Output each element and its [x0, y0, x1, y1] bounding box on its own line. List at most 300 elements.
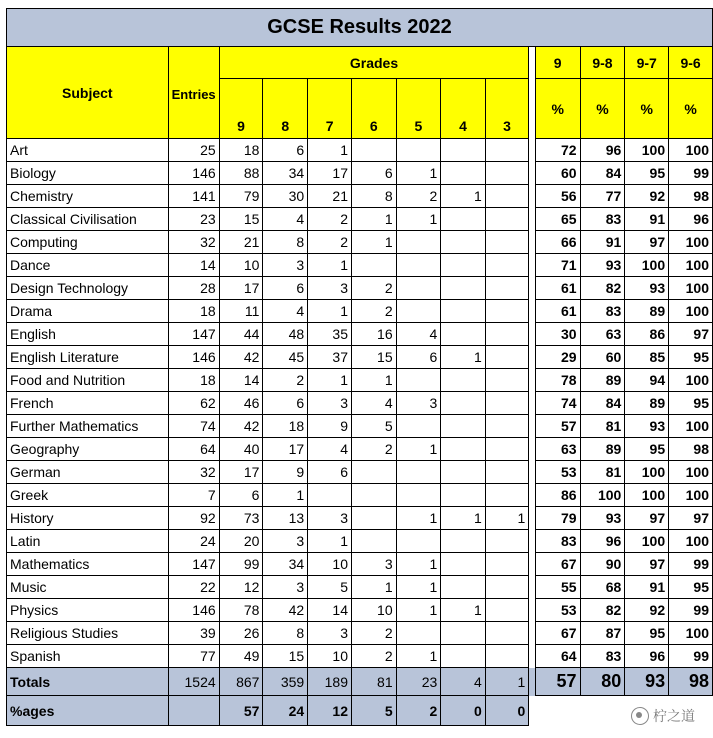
grade-cell: 35: [308, 323, 352, 346]
totals-label: Totals: [7, 668, 169, 696]
cumulative-pct-cell: 55: [535, 576, 580, 599]
grade-cell: [441, 461, 486, 484]
table-row: [7, 208, 713, 231]
grade-cell: 30: [263, 185, 308, 208]
cumulative-pct-cell: 61: [535, 300, 580, 323]
grade-cell: 17: [263, 438, 308, 461]
grade-header-5: 5: [396, 79, 441, 139]
grade-cell: 3: [308, 507, 352, 530]
grade-cell: [351, 461, 396, 484]
grade-cell: [396, 231, 441, 254]
subject-cell: Music: [7, 576, 169, 599]
grade-cell: 1: [308, 139, 352, 162]
grade-cell: 1: [441, 507, 486, 530]
grade-header-4: 4: [441, 79, 486, 139]
cumulative-pct-cell: 97: [669, 323, 713, 346]
cumulative-pct-cell: 86: [625, 323, 669, 346]
entries-cell: 146: [168, 599, 219, 622]
cumulative-pct-cell: 30: [535, 323, 580, 346]
percent-header: %: [625, 79, 669, 139]
grade-cell: [351, 484, 396, 507]
grade-header-9: 9: [219, 79, 263, 139]
cumulative-pct-cell: 67: [535, 622, 580, 645]
cumulative-pct-cell: 77: [580, 185, 625, 208]
grade-cell: 1: [441, 185, 486, 208]
grade-cell: [485, 254, 529, 277]
grade-cell: 1: [308, 300, 352, 323]
table-row: [7, 139, 713, 162]
cumulative-pct-cell: 90: [580, 553, 625, 576]
subject-cell: Latin: [7, 530, 169, 553]
cumulative-pct-cell: 97: [625, 507, 669, 530]
cumulative-pct-cell: 57: [535, 415, 580, 438]
grade-cell: [485, 369, 529, 392]
subject-cell: Design Technology: [7, 277, 169, 300]
grade-cell: 2: [351, 277, 396, 300]
cumulative-pct-cell: 100: [669, 369, 713, 392]
grade-cell: [441, 254, 486, 277]
grade-cell: [485, 323, 529, 346]
cumulative-pct-cell: 100: [669, 277, 713, 300]
grade-cell: [485, 599, 529, 622]
cumulative-pct-cell: 97: [625, 553, 669, 576]
cumulative-pct-cell: 100: [669, 254, 713, 277]
cumulative-pct-cell: 96: [580, 530, 625, 553]
grade-cell: [441, 576, 486, 599]
grade-cell: 73: [219, 507, 263, 530]
percentage-cell: 5: [351, 696, 396, 726]
grade-cell: 14: [308, 599, 352, 622]
grade-cell: 1: [351, 369, 396, 392]
totals-grade-cell: 81: [351, 668, 396, 696]
grade-cell: 3: [308, 277, 352, 300]
grade-cell: 2: [396, 185, 441, 208]
totals-pct-cell: 98: [669, 668, 713, 696]
subject-cell: History: [7, 507, 169, 530]
cumulative-pct-cell: 95: [625, 622, 669, 645]
entries-cell: 146: [168, 162, 219, 185]
cumulative-pct-cell: 85: [625, 346, 669, 369]
cumulative-pct-cell: 100: [625, 530, 669, 553]
cumulative-pct-cell: 95: [669, 392, 713, 415]
entries-cell: 28: [168, 277, 219, 300]
entries-cell: 25: [168, 139, 219, 162]
cumulative-pct-cell: 100: [669, 139, 713, 162]
grade-cell: 17: [219, 277, 263, 300]
percentage-cell: 24: [263, 696, 308, 726]
grade-cell: 34: [263, 553, 308, 576]
table-row: [7, 461, 713, 484]
cumulative-pct-cell: 99: [669, 645, 713, 668]
grade-cell: [441, 484, 486, 507]
grade-cell: 8: [263, 622, 308, 645]
grades-header: Grades: [219, 47, 529, 79]
cumulative-pct-cell: 100: [580, 484, 625, 507]
cumulative-pct-cell: 91: [580, 231, 625, 254]
grade-cell: [441, 277, 486, 300]
grade-cell: 3: [263, 576, 308, 599]
grade-cell: [485, 392, 529, 415]
grade-cell: 1: [308, 254, 352, 277]
totals-grade-cell: 189: [308, 668, 352, 696]
grade-cell: [396, 369, 441, 392]
percentage-cell: 12: [308, 696, 352, 726]
subject-cell: Food and Nutrition: [7, 369, 169, 392]
cumulative-pct-cell: 89: [580, 369, 625, 392]
grade-cell: [485, 208, 529, 231]
grade-cell: [441, 645, 486, 668]
grade-cell: 2: [351, 645, 396, 668]
table-row: [7, 185, 713, 208]
cumulative-pct-cell: 83: [580, 300, 625, 323]
grade-cell: 1: [396, 208, 441, 231]
grade-cell: [441, 369, 486, 392]
cum-header-9-6: 9-6: [669, 47, 713, 79]
grade-cell: 6: [263, 392, 308, 415]
grade-cell: 3: [351, 553, 396, 576]
cumulative-pct-cell: 95: [669, 346, 713, 369]
cumulative-pct-cell: 29: [535, 346, 580, 369]
cumulative-pct-cell: 78: [535, 369, 580, 392]
cumulative-pct-cell: 94: [625, 369, 669, 392]
subject-cell: Geography: [7, 438, 169, 461]
cumulative-pct-cell: 96: [669, 208, 713, 231]
cumulative-pct-cell: 100: [669, 622, 713, 645]
grade-cell: [441, 162, 486, 185]
grade-cell: [441, 622, 486, 645]
cumulative-pct-cell: 60: [580, 346, 625, 369]
grade-cell: [485, 622, 529, 645]
grade-cell: 79: [219, 185, 263, 208]
cumulative-pct-cell: 93: [625, 415, 669, 438]
grade-cell: [441, 323, 486, 346]
grade-cell: 1: [485, 507, 529, 530]
cumulative-pct-cell: 93: [580, 254, 625, 277]
table-row: [7, 507, 713, 530]
grade-cell: 49: [219, 645, 263, 668]
cumulative-pct-cell: 89: [625, 300, 669, 323]
table-row: [7, 415, 713, 438]
subject-cell: Art: [7, 139, 169, 162]
cumulative-pct-cell: 99: [669, 599, 713, 622]
percentages-row: [7, 696, 713, 726]
grade-cell: 9: [263, 461, 308, 484]
grade-cell: 1: [263, 484, 308, 507]
grade-cell: 2: [351, 438, 396, 461]
percentage-cell: 57: [219, 696, 263, 726]
table-title: GCSE Results 2022: [7, 9, 713, 47]
cumulative-pct-cell: 72: [535, 139, 580, 162]
cumulative-pct-cell: 64: [535, 645, 580, 668]
grade-cell: [396, 461, 441, 484]
watermark: [631, 706, 695, 726]
grade-cell: 3: [396, 392, 441, 415]
table-row: [7, 392, 713, 415]
cumulative-pct-cell: 91: [625, 208, 669, 231]
entries-cell: 64: [168, 438, 219, 461]
cumulative-pct-cell: 81: [580, 415, 625, 438]
grade-cell: [441, 553, 486, 576]
grade-cell: [485, 300, 529, 323]
grade-cell: 12: [219, 576, 263, 599]
cumulative-pct-cell: 53: [535, 461, 580, 484]
table-row: [7, 576, 713, 599]
percent-header: %: [535, 79, 580, 139]
grade-cell: [441, 415, 486, 438]
watermark-text: 柠之道: [653, 708, 695, 724]
subject-cell: Computing: [7, 231, 169, 254]
cumulative-pct-cell: 96: [625, 645, 669, 668]
grade-cell: 1: [441, 599, 486, 622]
grade-cell: 40: [219, 438, 263, 461]
grade-cell: [485, 553, 529, 576]
grade-cell: 6: [396, 346, 441, 369]
grade-cell: [485, 576, 529, 599]
grade-cell: 3: [308, 392, 352, 415]
percent-header: %: [580, 79, 625, 139]
totals-pct-cell: 80: [580, 668, 625, 696]
grade-cell: 3: [263, 530, 308, 553]
grade-cell: 15: [219, 208, 263, 231]
grade-cell: 1: [396, 507, 441, 530]
table-row: [7, 553, 713, 576]
grade-cell: [396, 484, 441, 507]
cum-header-9-8: 9-8: [580, 47, 625, 79]
grade-cell: [396, 300, 441, 323]
grade-cell: 1: [351, 231, 396, 254]
grade-cell: [485, 484, 529, 507]
grade-cell: [351, 139, 396, 162]
grade-cell: 45: [263, 346, 308, 369]
grade-cell: [441, 208, 486, 231]
entries-header: Entries: [168, 47, 219, 139]
grade-cell: 46: [219, 392, 263, 415]
entries-cell: 18: [168, 369, 219, 392]
grade-cell: 1: [396, 645, 441, 668]
grade-cell: [441, 530, 486, 553]
grade-cell: 10: [308, 553, 352, 576]
grade-cell: 10: [308, 645, 352, 668]
grade-cell: 2: [351, 622, 396, 645]
cumulative-pct-cell: 71: [535, 254, 580, 277]
grade-cell: 10: [351, 599, 396, 622]
grade-cell: 6: [308, 461, 352, 484]
subject-cell: Further Mathematics: [7, 415, 169, 438]
percentage-cell: 0: [485, 696, 529, 726]
grade-cell: 18: [263, 415, 308, 438]
entries-cell: 147: [168, 323, 219, 346]
entries-cell: 23: [168, 208, 219, 231]
percentages-entries-blank: [168, 696, 219, 726]
grade-header-7: 7: [308, 79, 352, 139]
totals-grade-cell: 4: [441, 668, 486, 696]
grade-cell: 15: [263, 645, 308, 668]
grade-cell: 21: [219, 231, 263, 254]
grade-cell: 8: [351, 185, 396, 208]
totals-pct-cell: 57: [535, 668, 580, 696]
percentages-label: %ages: [7, 696, 169, 726]
table-row: [7, 254, 713, 277]
cum-header-9: 9: [535, 47, 580, 79]
grade-cell: 2: [308, 208, 352, 231]
cumulative-pct-cell: 92: [625, 599, 669, 622]
grade-cell: 1: [396, 438, 441, 461]
grade-cell: [441, 392, 486, 415]
grade-cell: [485, 461, 529, 484]
grade-cell: 15: [351, 346, 396, 369]
cumulative-pct-cell: 87: [580, 622, 625, 645]
grade-cell: [396, 530, 441, 553]
entries-cell: 7: [168, 484, 219, 507]
entries-cell: 74: [168, 415, 219, 438]
grade-cell: 1: [396, 576, 441, 599]
totals-grade-cell: 23: [396, 668, 441, 696]
grade-cell: 5: [351, 415, 396, 438]
grade-cell: [485, 231, 529, 254]
subject-cell: Greek: [7, 484, 169, 507]
cumulative-pct-cell: 100: [669, 484, 713, 507]
entries-cell: 77: [168, 645, 219, 668]
percentage-cell: 0: [441, 696, 486, 726]
grade-cell: 4: [351, 392, 396, 415]
subject-cell: Religious Studies: [7, 622, 169, 645]
cumulative-pct-cell: 98: [669, 438, 713, 461]
table-row: [7, 438, 713, 461]
grade-cell: 2: [351, 300, 396, 323]
grade-cell: 4: [308, 438, 352, 461]
grade-cell: 2: [308, 231, 352, 254]
cumulative-pct-cell: 89: [580, 438, 625, 461]
entries-cell: 146: [168, 346, 219, 369]
grade-cell: 6: [263, 139, 308, 162]
grade-cell: 11: [219, 300, 263, 323]
grade-cell: 6: [351, 162, 396, 185]
grade-cell: [351, 254, 396, 277]
grade-cell: 20: [219, 530, 263, 553]
subject-cell: German: [7, 461, 169, 484]
totals-grade-cell: 867: [219, 668, 263, 696]
grade-cell: 34: [263, 162, 308, 185]
cum-header-9-7: 9-7: [625, 47, 669, 79]
cumulative-pct-cell: 93: [580, 507, 625, 530]
grade-header-8: 8: [263, 79, 308, 139]
cumulative-pct-cell: 56: [535, 185, 580, 208]
grade-cell: 9: [308, 415, 352, 438]
cumulative-pct-cell: 100: [669, 461, 713, 484]
cumulative-pct-cell: 91: [625, 576, 669, 599]
cumulative-pct-cell: 60: [535, 162, 580, 185]
grade-cell: 48: [263, 323, 308, 346]
cumulative-pct-cell: 100: [669, 231, 713, 254]
entries-cell: 14: [168, 254, 219, 277]
cumulative-pct-cell: 100: [669, 415, 713, 438]
grade-cell: 1: [396, 162, 441, 185]
cumulative-pct-cell: 68: [580, 576, 625, 599]
grade-cell: 18: [219, 139, 263, 162]
cumulative-pct-cell: 95: [625, 438, 669, 461]
table-row: [7, 622, 713, 645]
grade-cell: 2: [263, 369, 308, 392]
grade-cell: 10: [219, 254, 263, 277]
cumulative-pct-cell: 83: [580, 645, 625, 668]
totals-entries: 1524: [168, 668, 219, 696]
grade-cell: [441, 139, 486, 162]
table-row: [7, 530, 713, 553]
grade-cell: 1: [351, 576, 396, 599]
subject-cell: Spanish: [7, 645, 169, 668]
grade-cell: 21: [308, 185, 352, 208]
cumulative-pct-cell: 89: [625, 392, 669, 415]
cumulative-pct-cell: 100: [669, 300, 713, 323]
grade-cell: 6: [219, 484, 263, 507]
cumulative-pct-cell: 74: [535, 392, 580, 415]
grade-cell: 3: [308, 622, 352, 645]
results-table: [6, 8, 713, 726]
cumulative-pct-cell: 86: [535, 484, 580, 507]
table-row: [7, 484, 713, 507]
cumulative-pct-cell: 61: [535, 277, 580, 300]
cumulative-pct-cell: 67: [535, 553, 580, 576]
grade-cell: 78: [219, 599, 263, 622]
table-row: [7, 346, 713, 369]
grade-cell: 17: [308, 162, 352, 185]
grade-cell: [396, 277, 441, 300]
entries-cell: 147: [168, 553, 219, 576]
cumulative-pct-cell: 100: [625, 254, 669, 277]
cumulative-pct-cell: 63: [535, 438, 580, 461]
subject-cell: Dance: [7, 254, 169, 277]
entries-cell: 92: [168, 507, 219, 530]
cumulative-pct-cell: 82: [580, 599, 625, 622]
cumulative-pct-cell: 83: [580, 208, 625, 231]
grade-cell: 1: [308, 530, 352, 553]
table-row: [7, 231, 713, 254]
percentage-cell: 2: [396, 696, 441, 726]
grade-cell: 4: [263, 208, 308, 231]
grade-cell: 1: [396, 599, 441, 622]
cumulative-pct-cell: 93: [625, 277, 669, 300]
grade-cell: [485, 645, 529, 668]
grade-cell: [396, 254, 441, 277]
grade-cell: [441, 438, 486, 461]
cumulative-pct-cell: 98: [669, 185, 713, 208]
grade-cell: 42: [219, 346, 263, 369]
grade-cell: [351, 507, 396, 530]
entries-cell: 32: [168, 461, 219, 484]
cumulative-pct-cell: 100: [625, 139, 669, 162]
grade-cell: [485, 415, 529, 438]
cumulative-pct-cell: 99: [669, 553, 713, 576]
table-row: [7, 599, 713, 622]
grade-cell: 17: [219, 461, 263, 484]
table-row: [7, 277, 713, 300]
grade-cell: [441, 300, 486, 323]
grade-cell: 4: [263, 300, 308, 323]
subject-cell: English Literature: [7, 346, 169, 369]
cumulative-pct-cell: 66: [535, 231, 580, 254]
grade-cell: [485, 438, 529, 461]
totals-grade-cell: 1: [485, 668, 529, 696]
grade-cell: 99: [219, 553, 263, 576]
table-row: [7, 162, 713, 185]
grade-cell: [441, 231, 486, 254]
grade-cell: 44: [219, 323, 263, 346]
totals-grade-cell: 359: [263, 668, 308, 696]
table-row: [7, 645, 713, 668]
subject-cell: Chemistry: [7, 185, 169, 208]
grade-cell: [485, 185, 529, 208]
table-row: [7, 369, 713, 392]
